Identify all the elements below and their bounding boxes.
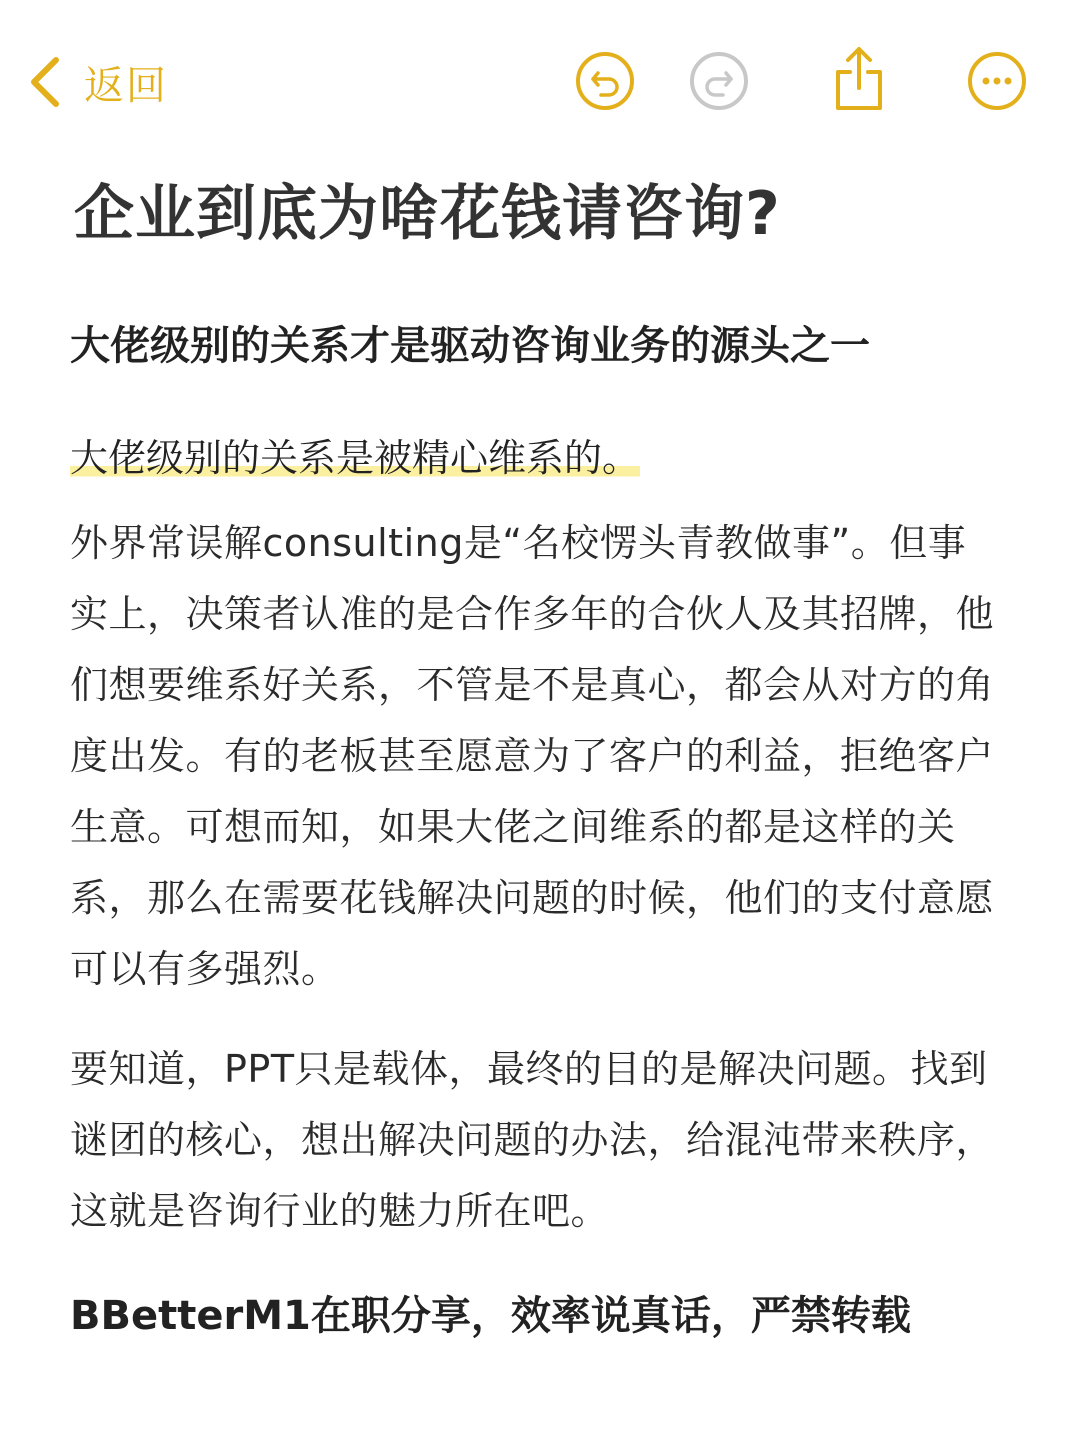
- toolbar: [0, 0, 1080, 150]
- highlighted-sentence: [70, 430, 640, 486]
- note-subtitle: 大佬级别的关系才是驱动咨询业务的源头之一: [70, 323, 870, 369]
- share-button[interactable]: [828, 44, 890, 106]
- undo-icon: [574, 50, 636, 112]
- more-icon: [966, 50, 1028, 112]
- body-paragraph-2: 要知道，PPT只是载体，最终的目的是解决问题。找到谜团的核心，想出解决问题的办法，给混沌带来秩序，这就是咨询行业的魅力所在吧。: [70, 1047, 995, 1233]
- note-title: 企业到底为啥花钱请咨询?: [74, 179, 781, 249]
- back-button[interactable]: [28, 52, 168, 112]
- redo-button[interactable]: [688, 50, 750, 112]
- footer-signature: BBetterM1在职分享，效率说真话，严禁转载: [70, 1293, 911, 1339]
- share-icon: [828, 44, 890, 114]
- redo-icon: [688, 50, 750, 112]
- more-button[interactable]: [966, 50, 1028, 112]
- undo-button[interactable]: [574, 50, 636, 112]
- back-label: 返回: [84, 62, 168, 109]
- highlighted-text: 大佬级别的关系是被精心维系的。: [70, 436, 641, 480]
- body-paragraph-1: 外界常误解consulting是“名校愣头青教做事”。但事实上，决策者认准的是合作多年的合伙人及其招牌，他们想要维系好关系，不管是不是真心，都会从对方的角度出发。有的老板甚至愿意为了客户的利益，拒绝客户生意。可想而知，如果大佬之间维系的都是这样的关系，那么在需要花钱解决问题的时候，他们的支付意愿可以有多强烈。: [70, 521, 995, 991]
- chevron-left-icon: [28, 56, 62, 108]
